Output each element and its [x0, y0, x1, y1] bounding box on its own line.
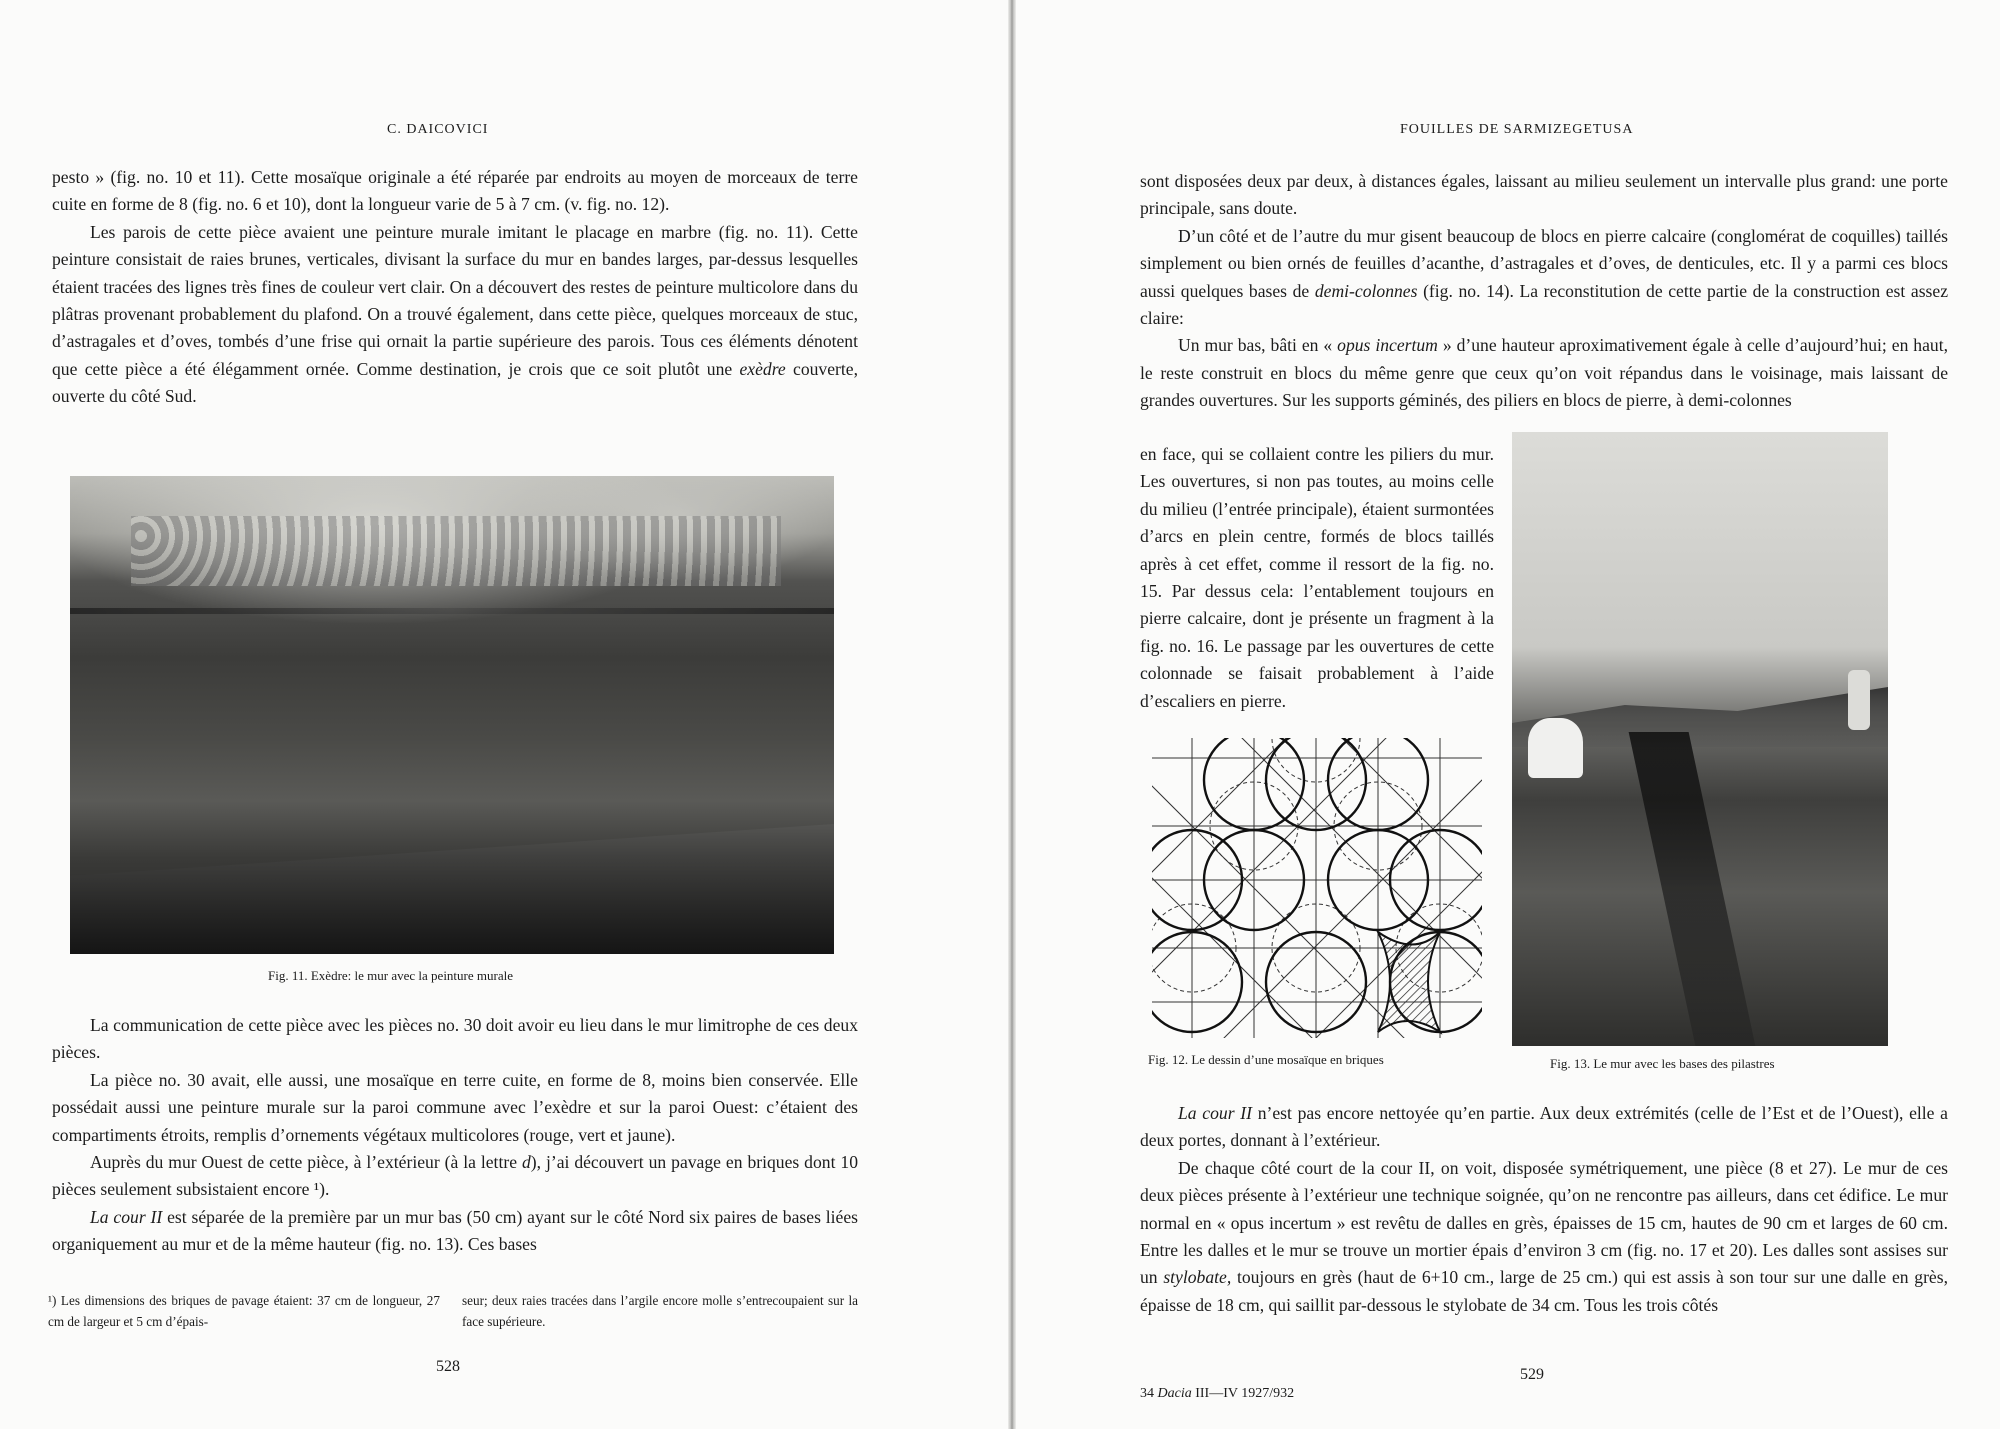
page-number-left: 528 — [436, 1358, 460, 1375]
running-head-left: C. DAICOVICI — [387, 122, 489, 137]
paragraph: De chaque côté court de la cour II, on voit, disposée symétriquement, une pièce (8 et 27). Le mur de ces deux pièces présente à l’extérieur une technique soignée, qu’on ne rencontre pas ailleurs, dans cet édifice. Le mur normal en « opus incertum » est revêtu de dalles en grès, épaisses de 15 cm, hautes de 90 cm et larges de 60 cm. Entre les dalles et le mur se trouve un mortier épais d’environ 3 cm (fig. no. 17 et 20). Les dalles sont assises sur un stylobate, toujours en grès (haut de 6+10 cm., large de 25 cm.) qui est assis à son tour sur une dalle en grès, épaisse de 18 cm, qui saillit par-dessous le stylobate de 34 cm. Tous les trois côtés — [1140, 1157, 1948, 1315]
footnote-right-col: seur; deux raies tracées dans l’argile encore molle s’entrecoupaient sur la face supérieure. — [462, 1293, 858, 1329]
paragraph: pesto » (fig. no. 10 et 11). Cette mosaïque originale a été réparée par endroits au moyen de morceaux de terre cuite en forme de 8 (fig. no. 6 et 10), dont la longueur varie de 5 à 7 cm. (v. fig. no. 12). — [52, 167, 858, 215]
right-body-bottom — [1140, 1100, 1948, 1319]
signature-mark: 34 Dacia III—IV 1927/932 — [1140, 1386, 1295, 1401]
gutter — [1008, 0, 1016, 1429]
left-body-top — [52, 164, 858, 411]
fig12-caption: Fig. 12. Le dessin d’une mosaïque en briques — [1148, 1052, 1384, 1067]
paragraph: D’un côté et de l’autre du mur gisent beaucoup de blocs en pierre calcaire (conglomérat de coquilles) taillés simplement ou bien ornés de feuilles d’acanthe, d’astragales et d’oves, de denticules, etc. Il y a parmi ces blocs aussi quelques bases de demi-colonnes (fig. no. 14). La reconstitution de cette partie de la construction est assez claire: — [1140, 225, 1949, 329]
paragraph: La pièce no. 30 avait, elle aussi, une mosaïque en terre cuite, en forme de 8, moins bien conservée. Elle possédait aussi une peinture murale sur la paroi commune avec l’exèdre et sur la paroi Ouest: c’étaient des compartiments étroits, remplis d’ornements végétaux multicolores (rouge, vert et jaune). — [52, 1069, 858, 1145]
left-body-bottom — [52, 1012, 858, 1259]
mosaic-drawing — [1144, 720, 1500, 1050]
paragraph: La communication de cette pièce avec les pièces no. 30 doit avoir eu lieu dans le mur limitrophe de ces deux pièces. — [52, 1015, 858, 1063]
fig13-caption: Fig. 13. Le mur avec les bases des pilastres — [1550, 1056, 1775, 1071]
page-number-right: 529 — [1520, 1366, 1544, 1383]
fig11-caption: Fig. 11. Exèdre: le mur avec la peinture murale — [268, 968, 513, 983]
paragraph: Auprès du mur Ouest de cette pièce, à l’extérieur (à la lettre d), j’ai découvert un pavage en briques dont 10 pièces seulement subsistaient encore ¹). — [52, 1152, 858, 1200]
right-body-top — [1140, 168, 1948, 415]
right-body-narrow: en face, qui se collaient contre les piliers du mur. Les ouvertures, si non pas toutes, au moins celle du milieu (l’entrée principale), étaient surmontées d’arcs en plein centre, formés de blocs taillés après à cet effet, comme il ressort de la fig. no. 15. Par dessus cela: l’entablement toujours en pierre calcaire, dont je présente un fragment à la fig. no. 16. Le passage par les ouvertures de cette colonnade se faisait probablement à l’aide d’escaliers en pierre. — [1140, 444, 1494, 711]
paragraph: Les parois de cette pièce avaient une peinture murale imitant le placage en marbre (fig. no. 11). Cette peinture consistait de raies brunes, verticales, divisant la surface du mur en bandes larges, par-dessus lesquelles étaient tracées des lignes très fines de couleur vert clair. On a découvert des restes de peinture multicolore dans du plâtras provenant probablement du plafond. On a trouvé également, dans cette pièce, quelques morceaux de stuc, d’astragales et d’oves, tombés d’une frise qui ornait la partie supérieure des parois. Tous ces éléments dénotent que cette pièce a été élégamment ornée. Comme destination, je crois que ce soit plutôt une exèdre couverte, ouverte du côté Sud. — [52, 221, 858, 407]
wall-pilasters-photo — [1512, 432, 1888, 1046]
right-page — [1016, 0, 2000, 1429]
exedre-wall-photo — [70, 476, 834, 954]
paragraph: sont disposées deux par deux, à distances égales, laissant au milieu seulement un intervalle plus grand: une porte principale, sans doute. — [1140, 171, 1948, 219]
paragraph: La cour II n’est pas encore nettoyée qu’en partie. Aux deux extrémités (celle de l’Est et de l’Ouest), elle a deux portes, donnant à l’extérieur. — [1140, 1103, 1948, 1151]
paragraph: Un mur bas, bâti en « opus incertum » d’une hauteur aproximativement égale à celle d’aujourd’hui; en haut, le reste construit en blocs du même genre que ceux qu’on voit répandus dans le voisinage, mais laissant de grandes ouvertures. Sur les supports géminés, des piliers en blocs de pierre, à demi-colonnes — [1140, 335, 1948, 411]
running-head-right: FOUILLES DE SARMIZEGETUSA — [1400, 122, 1634, 137]
paragraph: La cour II est séparée de la première par un mur bas (50 cm) ayant sur le côté Nord six paires de bases liées organiquement au mur et de la même hauteur (fig. no. 13). Ces bases — [52, 1206, 859, 1255]
footnote-left-col: ¹) Les dimensions des briques de pavage étaient: 37 cm de longueur, 27 cm de largeur et 5 cm d’épais- — [48, 1293, 440, 1329]
